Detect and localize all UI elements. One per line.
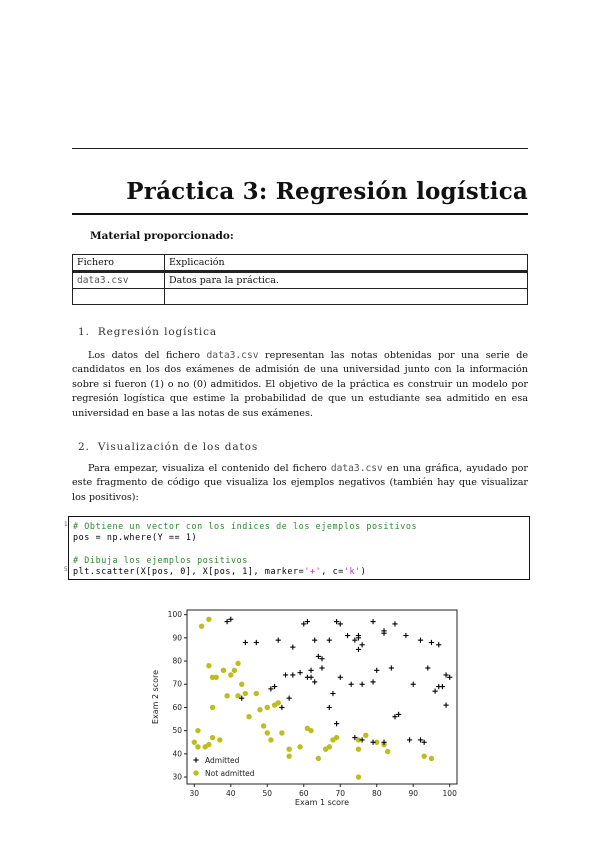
admitted-point [243,640,248,645]
code-text: , c= [321,566,344,576]
admitted-point [345,633,350,638]
admitted-point [312,638,317,643]
not-admitted-point [385,749,390,754]
table-row [73,289,528,305]
section-title: Visualización de los datos [97,441,259,453]
not-admitted-point [210,735,215,740]
admitted-point [279,705,284,710]
paragraph-text: Para empezar, visualiza el contenido del fichero [88,462,331,474]
admitted-point [360,642,365,647]
not-admitted-point [195,728,200,733]
not-admitted-point [429,756,434,761]
not-admitted-point [308,728,313,733]
not-admitted-point [217,737,222,742]
y-axis-label: Exam 2 score [151,669,160,725]
line-number: 1 [64,521,69,528]
legend-label-admitted: Admitted [205,756,240,765]
admitted-point [370,619,375,624]
admitted-point [436,642,441,647]
not-admitted-point [221,668,226,673]
admitted-point [370,679,375,684]
admitted-point [312,679,317,684]
top-rule [72,148,528,149]
not-admitted-point [334,735,339,740]
not-admitted-point [239,682,244,687]
admitted-point [298,670,303,675]
section-paragraph-visualization [72,462,528,506]
admitted-point [349,682,354,687]
not-admitted-point [265,730,270,735]
not-admitted-point [279,730,284,735]
legend-marker-admitted [193,757,198,762]
page-title: Práctica 3: Regresión logística [126,178,528,205]
admitted-point [287,696,292,701]
paragraph-text: en una gráfica, ayudado por este fragmento de código que visualiza los ejemplos negativos (también hay que visualizar los positivos): [72,462,528,503]
admitted-point [411,682,416,687]
materials-table [72,254,528,305]
empty-cell [73,289,165,305]
admitted-point [440,684,445,689]
admitted-point [330,691,335,696]
admitted-point [418,638,423,643]
admitted-point [389,665,394,670]
legend-marker-not-admitted [193,770,198,775]
code-comment: # Dibuja los ejemplos positivos [73,555,248,565]
section-title: Regresión logística [97,326,218,338]
paragraph-text: Los datos del fichero [88,349,207,361]
not-admitted-point [356,747,361,752]
legend [193,756,254,778]
material-heading: Material proporcionado: [90,230,234,242]
not-admitted-point [265,705,270,710]
table-header-row [73,255,528,272]
admitted-point [403,633,408,638]
not-admitted-point [286,753,291,758]
y-tick-label: 100 [167,610,182,620]
not-admitted-point [363,733,368,738]
y-tick-label: 90 [172,633,182,643]
admitted-point [290,645,295,650]
not-admitted-point [286,747,291,752]
not-admitted-point [261,723,266,728]
y-tick-label: 80 [172,656,182,666]
not-admitted-point [210,705,215,710]
admitted-point [308,668,313,673]
not-admitted-point [243,691,248,696]
x-tick-label: 80 [371,789,382,798]
file-explanation-cell: Datos para la práctica. [165,272,528,289]
not-admitted-point [246,714,251,719]
admitted-point [327,705,332,710]
section-heading-visualization [78,441,258,453]
admitted-point [356,647,361,652]
y-tick-label: 40 [172,749,182,759]
not-admitted-point [257,707,262,712]
not-admitted-point [421,753,426,758]
admitted-point [308,675,313,680]
x-tick-label: 90 [408,789,418,798]
admitted-point [319,665,324,670]
not-admitted-point [297,744,302,749]
code-comment: # Obtiene un vector con los índices de los ejemplos positivos [73,521,418,531]
admitted-point [360,682,365,687]
scatter-chart [150,600,470,820]
column-header-explanation: Explicación [165,255,528,272]
line-number: 5 [64,566,69,573]
admitted-point [290,672,295,677]
inline-code-filename: data3.csv [330,462,383,474]
legend-label-not-admitted: Not admitted [205,769,255,778]
code-line-1 [64,521,418,531]
not-admitted-point [276,700,281,705]
code-string: '+' [304,566,322,576]
admitted-point [433,689,438,694]
admitted-point [425,665,430,670]
admitted-point [327,638,332,643]
not-admitted-point [206,742,211,747]
code-listing [64,516,530,580]
section-paragraph-regression [72,349,528,422]
admitted-point [407,737,412,742]
x-tick-label: 100 [442,789,457,798]
code-text: ) [360,566,367,576]
code-line-2: pos = np.where(Y == 1) [73,532,198,542]
x-tick-label: 60 [298,789,309,798]
file-name-cell: data3.csv [73,272,165,289]
not-admitted-point [195,744,200,749]
y-tick-label: 70 [172,679,182,689]
paragraph-text: representan las notas obtenidas por una serie de candidatos en los dos exámenes de admisión de una universidad junto con la información sobre si fueron (1) o no (0) admitidos. El objetivo de la práctica es construir un modelo por regresión logística que estime la probabilidad de que un estudiante sea admitido en esa universidad en base a las notas de sus exámenes. [72,349,529,419]
y-tick-label: 50 [172,726,182,736]
code-line-4 [73,555,248,565]
not-admitted-point [224,693,229,698]
admitted-point [443,703,448,708]
not-admitted-point [199,624,204,629]
title-rule [72,213,528,215]
y-tick-label: 30 [172,772,182,782]
code-string: 'k' [343,566,361,576]
not-admitted-point [206,663,211,668]
x-tick-label: 40 [226,789,236,798]
not-admitted-point [254,691,259,696]
not-admitted-point [228,672,233,677]
admitted-point [334,721,339,726]
admitted-point [338,675,343,680]
not-admitted-point [213,675,218,680]
not-admitted-point [327,744,332,749]
x-tick-label: 30 [189,789,200,798]
not-admitted-point [206,617,211,622]
code-text: plt.scatter(X[pos, 0], X[pos, 1], marker= [73,566,305,576]
admitted-point [276,638,281,643]
admitted-point [374,668,379,673]
y-tick-label: 60 [172,702,182,712]
admitted-point [254,640,259,645]
column-header-file: Fichero [73,255,165,272]
section-number: 1. [78,326,90,338]
x-axis-label: Exam 1 score [294,798,350,807]
x-tick-label: 70 [335,789,346,798]
not-admitted-point [235,661,240,666]
inline-code-filename: data3.csv [206,349,259,361]
not-admitted-point [356,774,361,779]
not-admitted-point [316,756,321,761]
not-admitted-point [268,737,273,742]
admitted-point [392,621,397,626]
code-line-5 [64,566,367,576]
not-admitted-point [192,740,197,745]
admitted-point [429,640,434,645]
section-heading-regression [78,326,217,338]
section-number: 2. [78,441,90,453]
x-tick-label: 50 [262,789,273,798]
not-admitted-point [232,668,237,673]
empty-cell [165,289,528,305]
table-row [73,272,528,289]
admitted-point [283,672,288,677]
